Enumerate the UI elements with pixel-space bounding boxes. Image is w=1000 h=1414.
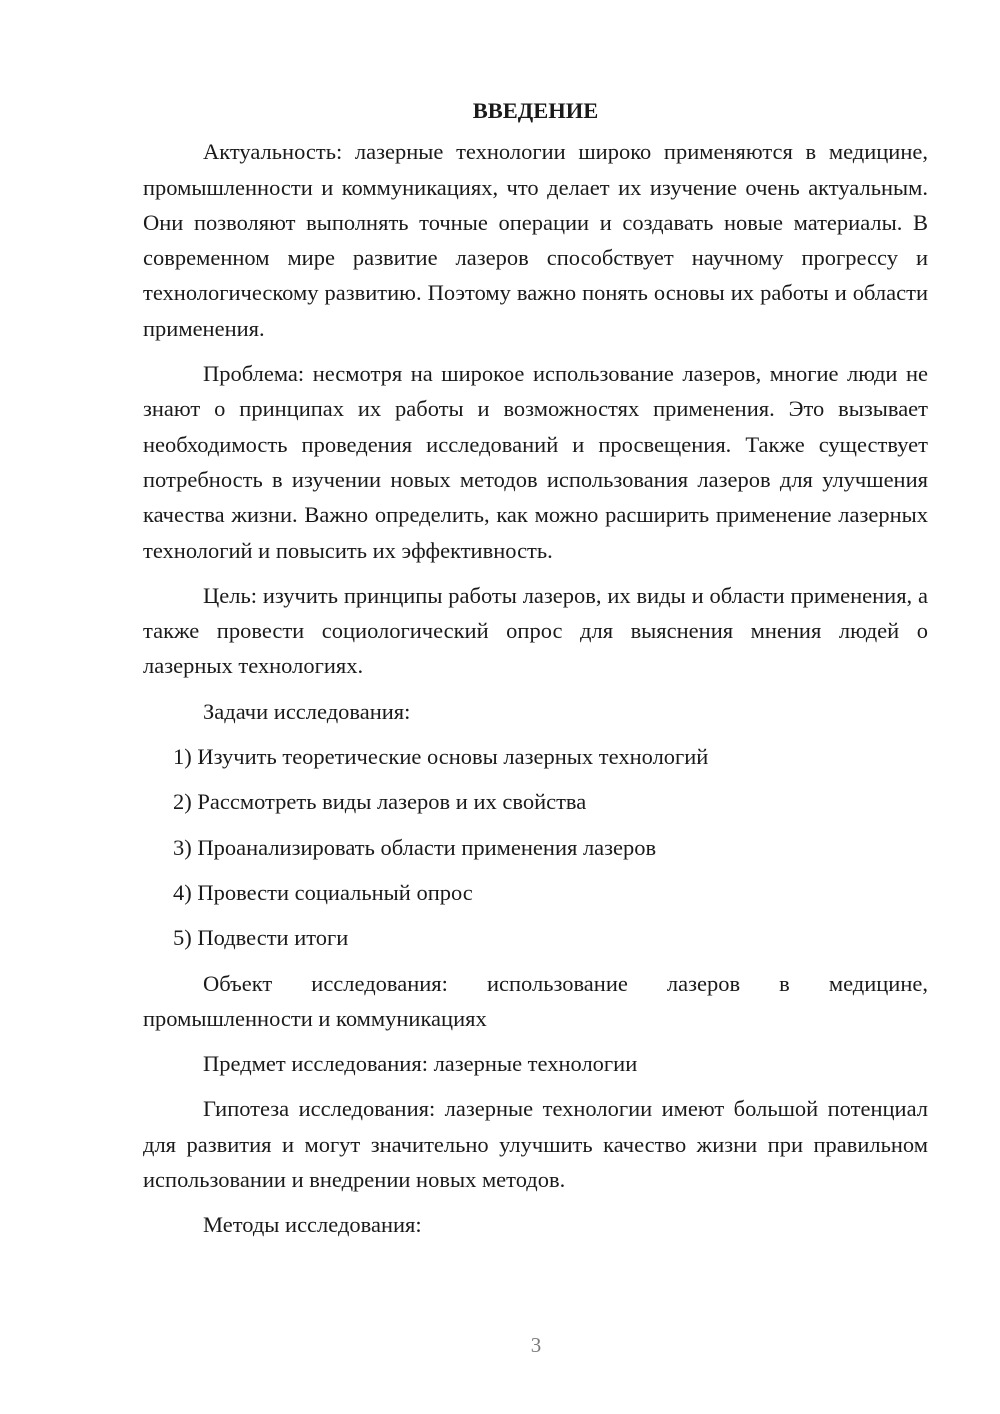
tasks-list (143, 739, 928, 955)
paragraph-object: Объект исследования: использование лазеров в медицине, промышленности и коммуникациях (143, 970, 928, 1031)
paragraph-goal: Цель: изучить принципы работы лазеров, их виды и области применения, а также провести социологический опрос для выяснения мнения людей о лазерных технологиях. (143, 582, 928, 679)
paragraph-relevance: Актуальность: лазерные технологии широко применяются в медицине, промышленности и коммуникациях, что делает их изучение очень актуальным. Они позволяют выполнять точные операции и создавать новые материалы. В современном мире развитие лазеров способствует научному прогрессу и технологическому развитию. Поэтому важно понять основы их работы и области применения. (143, 139, 928, 341)
tasks-heading: Задачи исследования: (203, 698, 411, 724)
paragraph-problem: Проблема: несмотря на широкое использование лазеров, многие люди не знают о принципах их работы и возможностях применения. Это вызывает необходимость проведения исследований и просвещения. Также существует потребность в изучении новых методов использования лазеров для улучшения качества жизни. Важно определить, как можно расширить применение лазерных технологий и повысить их эффективность. (143, 361, 928, 563)
methods-heading: Методы исследования: (203, 1212, 422, 1238)
page-content (143, 93, 928, 1253)
list-item: 5) Подвести итоги (173, 925, 349, 951)
page-title: ВВЕДЕНИЕ (472, 98, 599, 123)
list-item: 3) Проанализировать области применения лазеров (173, 834, 657, 860)
paragraph-subject: Предмет исследования: лазерные технологии (203, 1051, 638, 1077)
list-item: 2) Рассмотреть виды лазеров и их свойства (173, 789, 587, 815)
page-number: 3 (530, 1333, 542, 1357)
paragraph-hypothesis: Гипотеза исследования: лазерные технологии имеют большой потенциал для развития и могут значительно улучшить качество жизни при правильном использовании и внедрении новых методов. (143, 1096, 928, 1193)
list-item: 1) Изучить теоретические основы лазерных технологий (173, 744, 709, 770)
list-item: 4) Провести социальный опрос (173, 879, 473, 905)
